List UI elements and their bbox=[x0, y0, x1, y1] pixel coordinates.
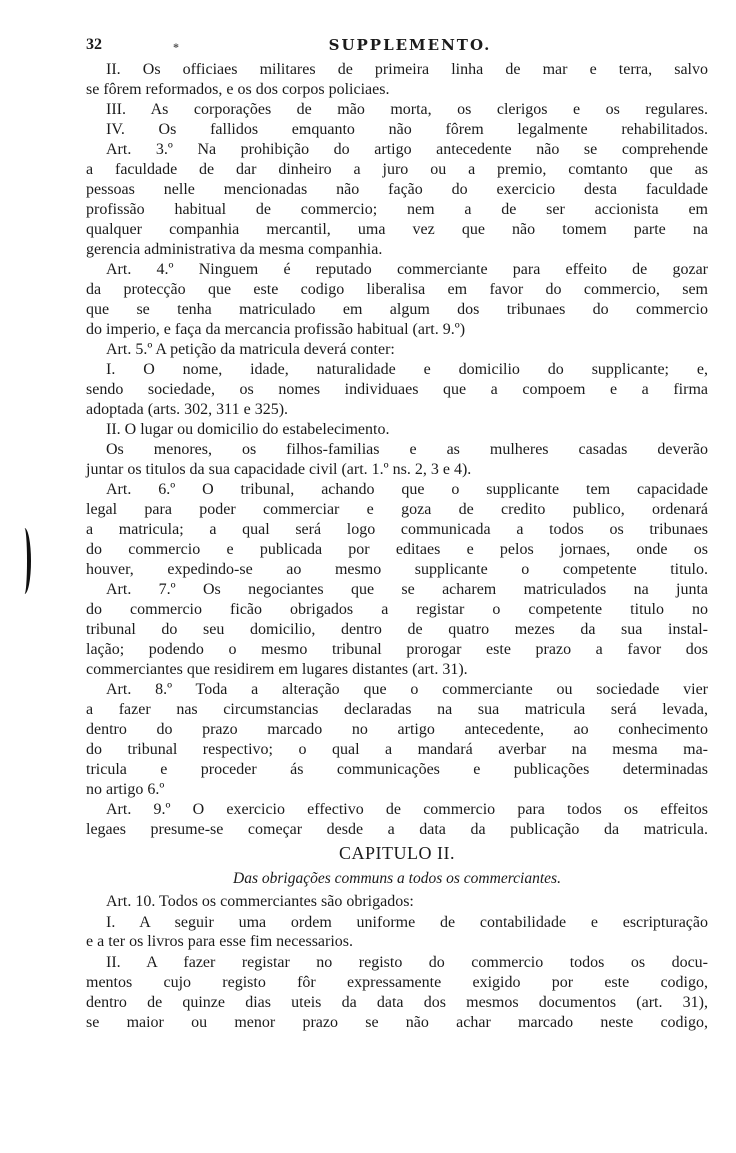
text-line: juntar os titulos da sua capacidade civil (art. 1.º ns. 2, 3 e 4). bbox=[86, 461, 472, 478]
text-line: do commercio ficão obrigados a registar o competente titulo no bbox=[86, 601, 708, 618]
text-line: II. O lugar ou domicilio do estabelecimento. bbox=[106, 421, 390, 438]
text-line: gerencia administrativa da mesma companhia. bbox=[86, 241, 383, 258]
text-line: commerciantes que residirem em lugares distantes (art. 31). bbox=[86, 661, 468, 678]
text-line: Art. 3.º Na prohibição do artigo antecedente não se comprehende bbox=[106, 141, 708, 158]
page-number: 32 bbox=[86, 36, 102, 53]
text-line: a faculdade de dar dinheiro a juro ou a premio, comtanto que as bbox=[86, 161, 708, 178]
text-line: do imperio, e faça da mercancia profissão habitual (art. 9.º) bbox=[86, 321, 466, 338]
text-line: a matricula; a qual será logo communicada a todos os tribunaes bbox=[86, 521, 708, 538]
text-line: Art. 8.º Toda a alteração que o commerciante ou sociedade vier bbox=[106, 681, 708, 698]
text-line: I. A seguir uma ordem uniforme de contabilidade e escripturação bbox=[106, 914, 708, 931]
text-line: Art. 5.º A petição da matricula deverá conter: bbox=[106, 341, 395, 358]
text-line: Art. 7.º Os negociantes que se acharem matriculados na junta bbox=[106, 581, 708, 598]
text-line: pessoas nelle mencionadas não fação do exercicio desta faculdade bbox=[86, 181, 708, 198]
text-line: profissão habitual de commercio; nem a de ser accionista em bbox=[86, 201, 708, 218]
text-line: tribunal do seu domicilio, dentro de quatro mezes da sua instal- bbox=[86, 621, 708, 638]
text-line: da protecção que este codigo liberalisa em favor do commercio, sem bbox=[86, 281, 708, 298]
text-line: Art. 6.º O tribunal, achando que o supplicante tem capacidade bbox=[106, 481, 708, 498]
text-line: lação; podendo o mesmo tribunal prorogar este prazo a favor dos bbox=[86, 641, 708, 658]
text-line: no artigo 6.º bbox=[86, 781, 165, 798]
text-line: I. O nome, idade, naturalidade e domicilio do supplicante; e, bbox=[106, 361, 708, 378]
text-line: II. Os officiaes militares de primeira linha de mar e terra, salvo bbox=[106, 61, 708, 78]
text-line: se fôrem reformados, e os dos corpos policiaes. bbox=[86, 81, 390, 98]
text-line: tricula e proceder ás communicações e publicações determinadas bbox=[86, 761, 708, 778]
margin-bracket-mark bbox=[18, 528, 31, 594]
chapter-title: CAPITULO II. bbox=[339, 843, 455, 863]
text-line: II. A fazer registar no registo do commercio todos os docu- bbox=[106, 954, 708, 971]
chapter-subtitle: Das obrigações communs a todos os commerciantes. bbox=[233, 870, 561, 887]
text-line: houver, expedindo-se ao mesmo supplicante o competente titulo. bbox=[86, 561, 708, 578]
text-line: que se tenha matriculado em algum dos tribunaes do commercio bbox=[86, 301, 708, 318]
text-line: do tribunal respectivo; o qual a mandará averbar na mesma ma- bbox=[86, 741, 708, 758]
text-line: IV. Os fallidos emquanto não fôrem legalmente rehabilitados. bbox=[106, 121, 708, 138]
text-line: legal para poder commerciar e goza de credito publico, ordenará bbox=[86, 501, 708, 518]
text-line: a fazer nas circumstancias declaradas na sua matricula será levada, bbox=[86, 701, 708, 718]
text-line: do commercio e publicada por editaes e pelos jornaes, onde os bbox=[86, 541, 708, 558]
text-line: adoptada (arts. 302, 311 e 325). bbox=[86, 401, 289, 418]
text-line: qualquer companhia mercantil, uma vez que não tomem parte na bbox=[86, 221, 708, 238]
text-line: Art. 9.º O exercicio effectivo de commercio para todos os effeitos bbox=[106, 801, 708, 818]
ornament: * bbox=[173, 40, 179, 54]
running-title: SUPPLEMENTO. bbox=[328, 36, 492, 54]
text-line: mentos cujo registo fôr expressamente exigido por este codigo, bbox=[86, 974, 708, 991]
text-line: se maior ou menor prazo se não achar marcado neste codigo, bbox=[86, 1014, 708, 1031]
text-line: dentro de quinze dias uteis da data dos mesmos documentos (art. 31), bbox=[86, 994, 708, 1011]
text-line: e a ter os livros para esse fim necessarios. bbox=[86, 933, 354, 950]
text-line: sendo sociedade, os nomes individuaes que a compoem e a firma bbox=[86, 381, 708, 398]
text-line: Os menores, os filhos-familias e as mulheres casadas deverão bbox=[106, 441, 708, 458]
text-line: dentro do prazo marcado no artigo antecedente, ao conhecimento bbox=[86, 721, 708, 738]
text-line: legaes presume-se começar desde a data da publicação da matricula. bbox=[86, 821, 708, 838]
text-line: Art. 4.º Ninguem é reputado commerciante para effeito de gozar bbox=[106, 261, 708, 278]
text-line: Art. 10. Todos os commerciantes são obrigados: bbox=[106, 893, 414, 910]
text-line: III. As corporações de mão morta, os clerigos e os regulares. bbox=[106, 101, 708, 118]
